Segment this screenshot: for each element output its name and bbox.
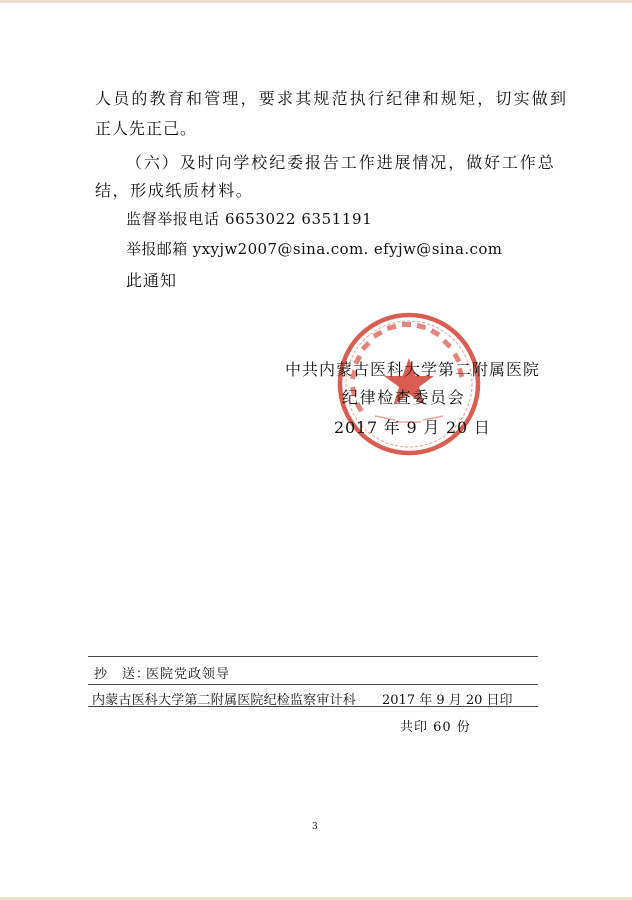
body-paragraph-line: 结，形成纸质材料。 [95,181,254,200]
body-paragraph-line: 正人先正己。 [95,119,198,138]
footer-divider [88,706,538,707]
body-paragraph-line: （六）及时向学校纪委报告工作进展情况，做好工作总 [126,153,556,172]
page-number: 3 [312,822,318,832]
signature-organization: 中共内蒙古医科大学第二附属医院 [285,360,541,379]
print-date: 2017 年 9 月 20 日印 [382,693,513,708]
copies-count: 共印 60 份 [400,720,471,735]
page-top-border [0,0,632,3]
report-phone-line: 监督举报电话 6653022 6351191 [126,210,373,228]
footer-divider [88,684,538,685]
notice-closing: 此通知 [126,271,178,290]
issuing-office: 内蒙古医科大学第二附属医院纪检监察审计科 [92,693,357,708]
body-paragraph-line: 人员的教育和管理，要求其规范执行纪律和规矩，切实做到 [95,89,569,108]
cc-recipients: 医院党政领导 [146,667,231,682]
signature-department: 纪律检查委员会 [342,388,466,407]
cc-label: 抄 送： [94,667,151,682]
report-email-line: 举报邮箱 yxyjw2007@sina.com. efyjw@sina.com [126,240,503,258]
signature-date: 2017 年 9 月 20 日 [334,418,491,437]
footer-divider [88,656,538,657]
